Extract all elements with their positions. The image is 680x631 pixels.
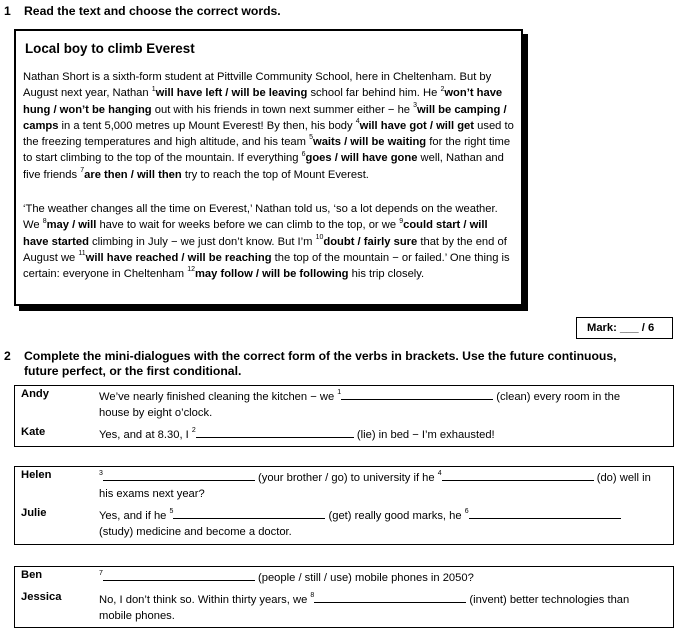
choice-4[interactable]: will have got / will get [359,119,475,132]
dialogue-1: Andy We’ve nearly finished cleaning the kitchen − we $^1$ (clean) every room in the house by eight o’clock. Kate Yes, and at 8.30, I $^2$ (lie) in bed − I’m exhausted! [14,385,674,447]
answer-blank-2[interactable] [196,426,354,438]
choice-2[interactable]: won’t have hung / won’t be hanging [23,87,503,116]
speaker-name: Jessica [21,591,62,603]
question-instruction-line-2: future perfect, or the first conditional. [24,364,242,378]
choice-6[interactable]: goes / will have gone [305,152,418,165]
answer-blank-3[interactable] [103,469,255,481]
choice-12[interactable]: may follow / will be following [194,268,349,281]
question-number: 1 [4,4,11,18]
speaker-name: Andy [21,388,49,400]
choice-7[interactable]: are then / will then [84,168,182,181]
answer-blank-7[interactable] [103,569,255,581]
choice-3[interactable]: will be camping / camps [23,103,507,132]
speaker-name: Kate [21,426,46,438]
question-instruction-line-1: Complete the mini-dialogues with the correct form of the verbs in brackets. Use the future continuous, [24,349,617,363]
choice-9[interactable]: could start / will have started [23,219,488,248]
answer-blank-4[interactable] [442,469,594,481]
choice-8[interactable]: may / will [46,219,97,232]
article-paragraph-2: ‘The weather changes all the time on Everest,’ Nathan told us, ‘so a lot depends on the weather. We $^8$may / will have to wait for weeks before we can climb to the top, or we $^9$could start / will have started climbing in July − we just don’t know. But I’m $^{10}$doubt / fairly sure that by the end of August we $^{11}$will have reached / will be reaching the top of the mountain − or failed.’ One thing is certain: everyone in Cheltenham $^{12}$may follow / will be following his trip closely. [23,203,510,281]
dialogue-2: Helen $^3$ (your brother / go) to university if he $^4$ (do) well in his exams next year? Julie Yes, and if he $^5$ (get) really good marks, he $^6$ (study) medicine and become a doctor. [14,466,674,545]
choice-11[interactable]: will have reached / will be reaching [85,251,272,264]
answer-blank-8[interactable] [314,591,466,603]
mark-box: Mark: ___ / 6 [576,317,673,339]
article-title: Local boy to climb Everest [25,41,195,56]
question-instruction: Read the text and choose the correct words. [24,4,281,18]
speaker-name: Helen [21,469,52,481]
article-box [14,29,523,306]
answer-blank-1[interactable] [341,388,493,400]
choice-10[interactable]: doubt / fairly sure [323,235,418,248]
answer-blank-5[interactable] [173,507,325,519]
choice-5[interactable]: waits / will be waiting [313,136,427,149]
answer-blank-6[interactable] [469,507,621,519]
dialogue-3: Ben $^7$ (people / still / use) mobile phones in 2050? Jessica No, I don’t think so. Within thirty years, we $^8$ (invent) better technologies than mobile phones. [14,566,674,628]
speaker-name: Julie [21,507,47,519]
choice-1[interactable]: will have left / will be leaving [155,87,308,100]
speaker-name: Ben [21,569,43,581]
article-paragraph-1: Nathan Short is a sixth-form student at Pittville Community School, here in Cheltenham. But by August next year, Nathan $^1$will have left / will be leaving school far behind him. He $^2$won’t have hung / won’t be hanging out with his friends in town next summer either − he $^3$will be camping / camps in a tent 5,000 metres up Mount Everest! By then, his body $^4$will have got / will get used to the freezing temperatures and high altitude, and his team $^5$waits / will be waiting for the right time to start climbing to the top of the mountain. If everything $^6$goes / will have gone well, Nathan and five friends $^7$are then / will then try to reach the top of Mount Everest. [23,71,514,181]
question-number: 2 [4,349,11,363]
